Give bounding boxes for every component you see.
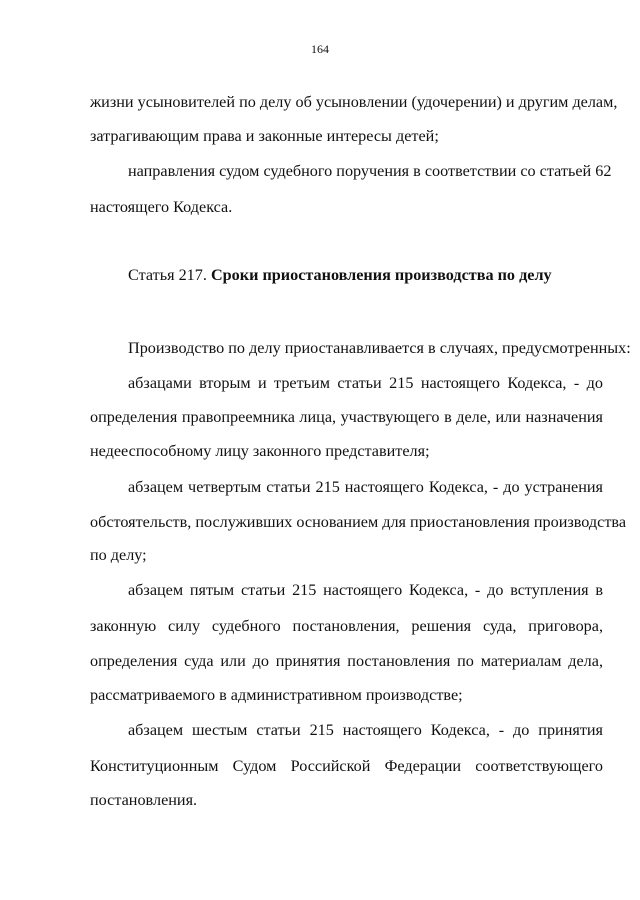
paragraph-line: абзацем четвертым статьи 215 настоящего Кодекса, - до устранения: [128, 478, 603, 496]
article-heading: [128, 265, 552, 285]
paragraph-line: затрагивающим права и законные интересы детей;: [90, 127, 439, 145]
paragraph-line: Конституционным Судом Российской Федерации соответствующего: [90, 757, 603, 775]
paragraph-line: направления судом судебного поручения в соответствии со статьей 62: [128, 162, 612, 180]
paragraph-line: абзацами вторым и третьим статьи 215 настоящего Кодекса, - до: [128, 374, 603, 392]
paragraph-line: определения правопреемника лица, участвующего в деле, или назначения: [90, 408, 603, 426]
paragraph-line: рассматриваемого в административном производстве;: [90, 686, 463, 704]
paragraph-line: абзацем пятым статьи 215 настоящего Кодекса, - до вступления в: [128, 581, 603, 599]
paragraph-line: постановления.: [90, 791, 198, 809]
paragraph-line: обстоятельств, послуживших основанием для приостановления производства: [90, 513, 627, 531]
paragraph-line: по делу;: [90, 546, 147, 564]
paragraph-line: законную силу судебного постановления, решения суда, приговора,: [90, 617, 603, 635]
article-title: Сроки приостановления производства по делу: [210, 266, 552, 284]
paragraph-line: определения суда или до принятия постановления по материалам дела,: [90, 652, 603, 670]
paragraph-line: настоящего Кодекса.: [90, 198, 233, 216]
paragraph-line: недееспособному лицу законного представителя;: [90, 442, 430, 460]
page-number: 164: [311, 42, 329, 56]
paragraph-line: жизни усыновителей по делу об усыновлении (удочерении) и другим делам,: [90, 93, 618, 111]
article-number: Статья 217.: [128, 266, 207, 284]
paragraph-line: абзацем шестым статьи 215 настоящего Кодекса, - до принятия: [128, 721, 603, 739]
paragraph-line: Производство по делу приостанавливается в случаях, предусмотренных:: [128, 339, 631, 357]
